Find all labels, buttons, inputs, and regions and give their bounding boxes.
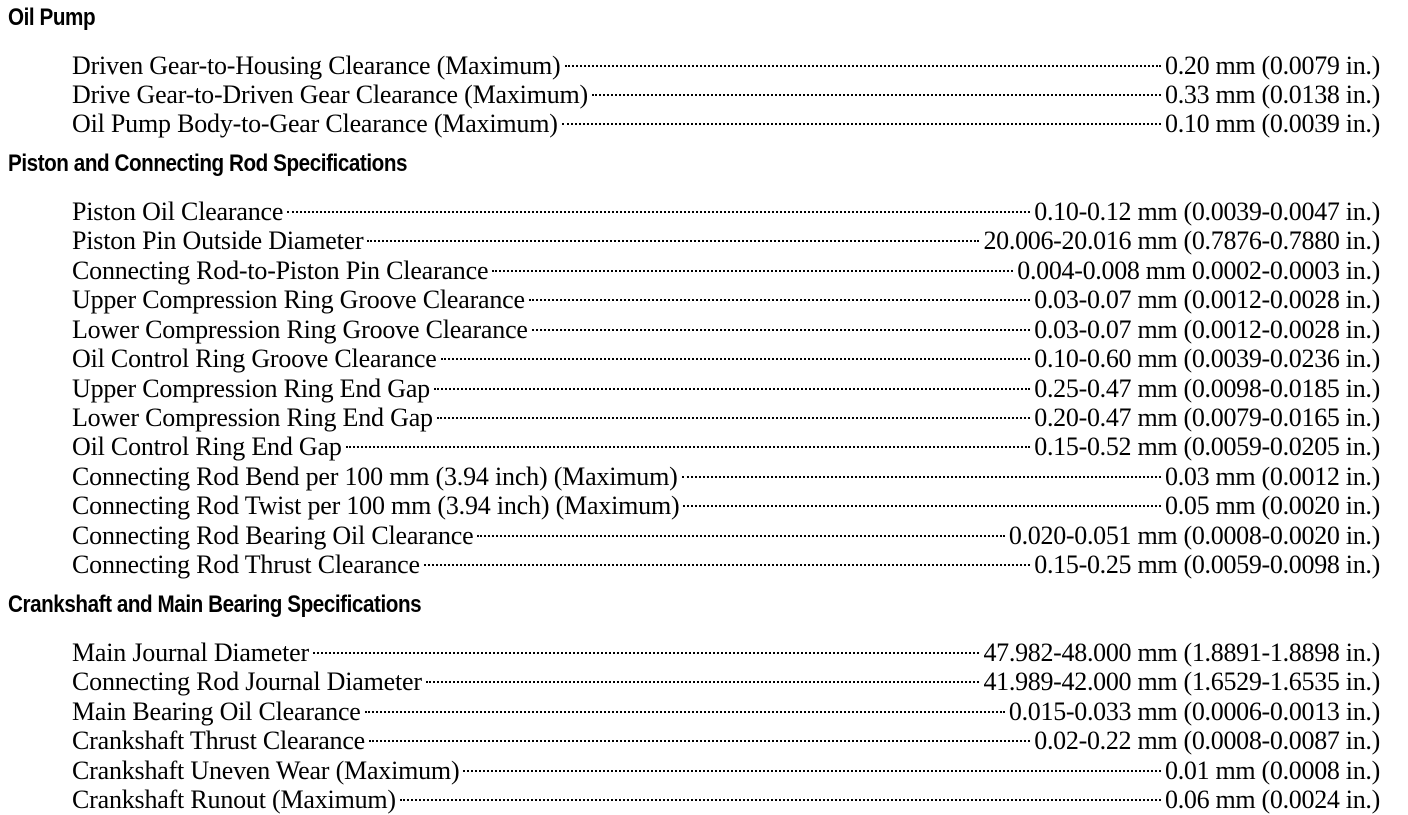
dot-leader	[477, 514, 1004, 544]
dot-leader	[682, 455, 1161, 485]
spec-label: Connecting Rod Bend per 100 mm (3.94 inch) (Maximum)	[72, 462, 678, 491]
dot-leader	[434, 367, 1030, 397]
dot-leader	[565, 44, 1161, 74]
spec-row	[72, 660, 1380, 696]
spec-row	[72, 102, 1380, 138]
section-heading-piston-connecting-rod: Piston and Connecting Rod Specifications	[8, 150, 408, 177]
section-heading-crankshaft-main-bearing: Crankshaft and Main Bearing Specifications	[8, 591, 422, 618]
dot-leader	[529, 278, 1030, 308]
spec-row	[72, 455, 1380, 491]
spec-row	[72, 190, 1380, 226]
dot-leader	[426, 660, 980, 690]
dot-leader	[346, 425, 1031, 455]
spec-row	[72, 543, 1380, 579]
spec-value: 0.01 mm (0.0008 in.)	[1165, 756, 1380, 785]
dot-leader	[441, 337, 1031, 367]
dot-leader	[313, 631, 980, 661]
dot-leader	[463, 749, 1161, 779]
spec-value: 0.020-0.051 mm (0.0008-0.0020 in.)	[1008, 521, 1380, 550]
dot-leader	[369, 719, 1030, 749]
spec-value: 20.006-20.016 mm (0.7876-0.7880 in.)	[983, 226, 1380, 255]
spec-label: Drive Gear-to-Driven Gear Clearance (Maximum)	[72, 80, 589, 109]
spec-value: 0.02-0.22 mm (0.0008-0.0087 in.)	[1034, 726, 1380, 755]
spec-value: 0.05 mm (0.0020 in.)	[1165, 491, 1380, 520]
spec-value: 0.03-0.07 mm (0.0012-0.0028 in.)	[1034, 315, 1380, 344]
dot-leader	[592, 73, 1161, 103]
spec-label: Connecting Rod Bearing Oil Clearance	[72, 521, 474, 550]
spec-row	[72, 308, 1380, 344]
spec-row	[72, 249, 1380, 285]
dot-leader	[562, 102, 1161, 132]
spec-row	[72, 73, 1380, 109]
spec-label: Connecting Rod Journal Diameter	[72, 667, 422, 696]
dot-leader	[492, 249, 1013, 279]
spec-label: Piston Pin Outside Diameter	[72, 226, 364, 255]
dot-leader	[437, 396, 1030, 426]
spec-value: 0.06 mm (0.0024 in.)	[1165, 785, 1380, 814]
spec-label: Connecting Rod Twist per 100 mm (3.94 inch) (Maximum)	[72, 491, 680, 520]
spec-row	[72, 749, 1380, 785]
dot-leader	[365, 690, 1005, 720]
spec-label: Crankshaft Thrust Clearance	[72, 726, 366, 755]
spec-label: Crankshaft Runout (Maximum)	[72, 785, 396, 814]
spec-value: 0.10-0.60 mm (0.0039-0.0236 in.)	[1034, 344, 1380, 373]
spec-label: Driven Gear-to-Housing Clearance (Maximum)	[72, 51, 561, 80]
spec-label: Upper Compression Ring End Gap	[72, 374, 430, 403]
spec-label: Connecting Rod Thrust Clearance	[72, 550, 420, 579]
spec-value: 0.15-0.52 mm (0.0059-0.0205 in.)	[1034, 432, 1380, 461]
spec-row	[72, 514, 1380, 550]
dot-leader	[424, 543, 1030, 573]
spec-value: 0.03 mm (0.0012 in.)	[1165, 462, 1380, 491]
spec-label: Upper Compression Ring Groove Clearance	[72, 285, 525, 314]
spec-row	[72, 484, 1380, 520]
spec-value: 47.982-48.000 mm (1.8891-1.8898 in.)	[983, 638, 1380, 667]
spec-row	[72, 396, 1380, 432]
spec-value: 0.015-0.033 mm (0.0006-0.0013 in.)	[1008, 697, 1380, 726]
section-heading-oil-pump: Oil Pump	[8, 4, 96, 31]
spec-row	[72, 44, 1380, 80]
spec-value: 0.03-0.07 mm (0.0012-0.0028 in.)	[1034, 285, 1380, 314]
spec-label: Piston Oil Clearance	[72, 197, 284, 226]
dot-leader	[532, 308, 1031, 338]
spec-label: Crankshaft Uneven Wear (Maximum)	[72, 756, 460, 785]
spec-value: 0.10 mm (0.0039 in.)	[1165, 109, 1380, 138]
spec-label: Lower Compression Ring End Gap	[72, 403, 433, 432]
spec-label: Oil Control Ring End Gap	[72, 432, 342, 461]
spec-row	[72, 719, 1380, 755]
spec-row	[72, 219, 1380, 255]
spec-value: 0.33 mm (0.0138 in.)	[1165, 80, 1380, 109]
spec-value: 0.25-0.47 mm (0.0098-0.0185 in.)	[1034, 374, 1380, 403]
spec-row	[72, 690, 1380, 726]
spec-value: 41.989-42.000 mm (1.6529-1.6535 in.)	[983, 667, 1380, 696]
spec-row	[72, 778, 1380, 814]
spec-label: Main Journal Diameter	[72, 638, 309, 667]
dot-leader	[287, 190, 1030, 220]
spec-label: Oil Control Ring Groove Clearance	[72, 344, 437, 373]
spec-row	[72, 425, 1380, 461]
dot-leader	[400, 778, 1161, 808]
spec-row	[72, 367, 1380, 403]
spec-value: 0.20-0.47 mm (0.0079-0.0165 in.)	[1034, 403, 1380, 432]
dot-leader	[367, 219, 979, 249]
dot-leader	[683, 484, 1161, 514]
spec-label: Lower Compression Ring Groove Clearance	[72, 315, 528, 344]
spec-label: Main Bearing Oil Clearance	[72, 697, 361, 726]
spec-row	[72, 631, 1380, 667]
spec-value: 0.10-0.12 mm (0.0039-0.0047 in.)	[1034, 197, 1380, 226]
spec-label: Connecting Rod-to-Piston Pin Clearance	[72, 256, 489, 285]
spec-label: Oil Pump Body-to-Gear Clearance (Maximum)	[72, 109, 558, 138]
spec-row	[72, 337, 1380, 373]
spec-value: 0.004-0.008 mm 0.0002-0.0003 in.)	[1017, 256, 1380, 285]
spec-row	[72, 278, 1380, 314]
spec-value: 0.20 mm (0.0079 in.)	[1165, 51, 1380, 80]
spec-value: 0.15-0.25 mm (0.0059-0.0098 in.)	[1034, 550, 1380, 579]
